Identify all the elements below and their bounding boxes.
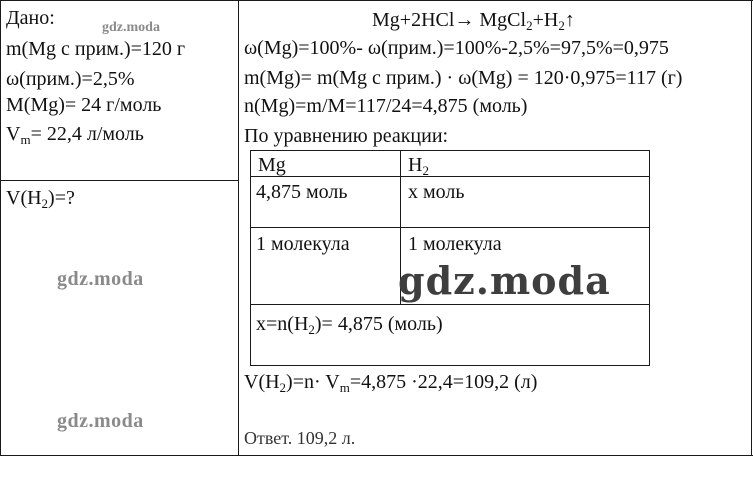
solution-line-mass: m(Mg)= m(Mg с прим.) · ω(Mg) = 120·0,975=117 (г)	[244, 67, 683, 89]
watermark-big: gdz.moda	[398, 258, 611, 303]
outer-right-border	[751, 0, 752, 456]
watermark-left-2: gdz.moda	[57, 410, 144, 432]
column-divider	[238, 0, 239, 456]
reaction-equation: $Mg+2HCl\to MgCl_2+H_2↑$	[372, 9, 575, 33]
outer-top-border	[0, 0, 753, 1]
table-header-mg: Mg	[258, 154, 286, 176]
table-row2-h2: 1 молекула	[408, 233, 502, 255]
watermark-left-1: gdz.moda	[57, 268, 144, 290]
table-result: $x=n(H_2)= 4,875$ (моль)	[256, 313, 443, 337]
final-answer: Ответ. 109,2 л.	[244, 428, 356, 448]
solution-line-moles: n(Mg)=m/M=117/24=4,875 (моль)	[244, 95, 528, 117]
find-volume: $V(H_2)=$?	[6, 187, 75, 211]
solution-line-by-equation: По уравнению реакции:	[244, 125, 449, 147]
given-find-divider	[0, 180, 239, 181]
table-header-h2: $H_2$	[408, 154, 429, 178]
given-molar-volume: $V_m= 22,4$ л/моль	[6, 123, 144, 147]
final-volume-line: $V(H_2)=n\cdot V_m=4,875 \cdot 22,4=109,2$ (л)	[244, 371, 538, 395]
given-molar-mass: M(Mg)= 24 г/моль	[6, 94, 162, 116]
outer-left-border	[0, 0, 1, 456]
watermark-small: gdz.moda	[102, 20, 160, 35]
table-row1-mg: 4,875 моль	[256, 181, 348, 203]
table-row2-mg: 1 молекула	[256, 233, 350, 255]
given-mass-impure: m(Mg с прим.)=120 г	[6, 38, 186, 60]
outer-bottom-border	[0, 455, 753, 456]
given-heading: Дано:	[6, 7, 55, 29]
table-row1-h2: x моль	[408, 181, 465, 203]
solution-line-purity: ω(Mg)=100%- ω(прим.)=100%-2,5%=97,5%=0,975	[244, 37, 669, 59]
given-impurity-fraction: ω(прим.)=2,5%	[6, 68, 135, 90]
